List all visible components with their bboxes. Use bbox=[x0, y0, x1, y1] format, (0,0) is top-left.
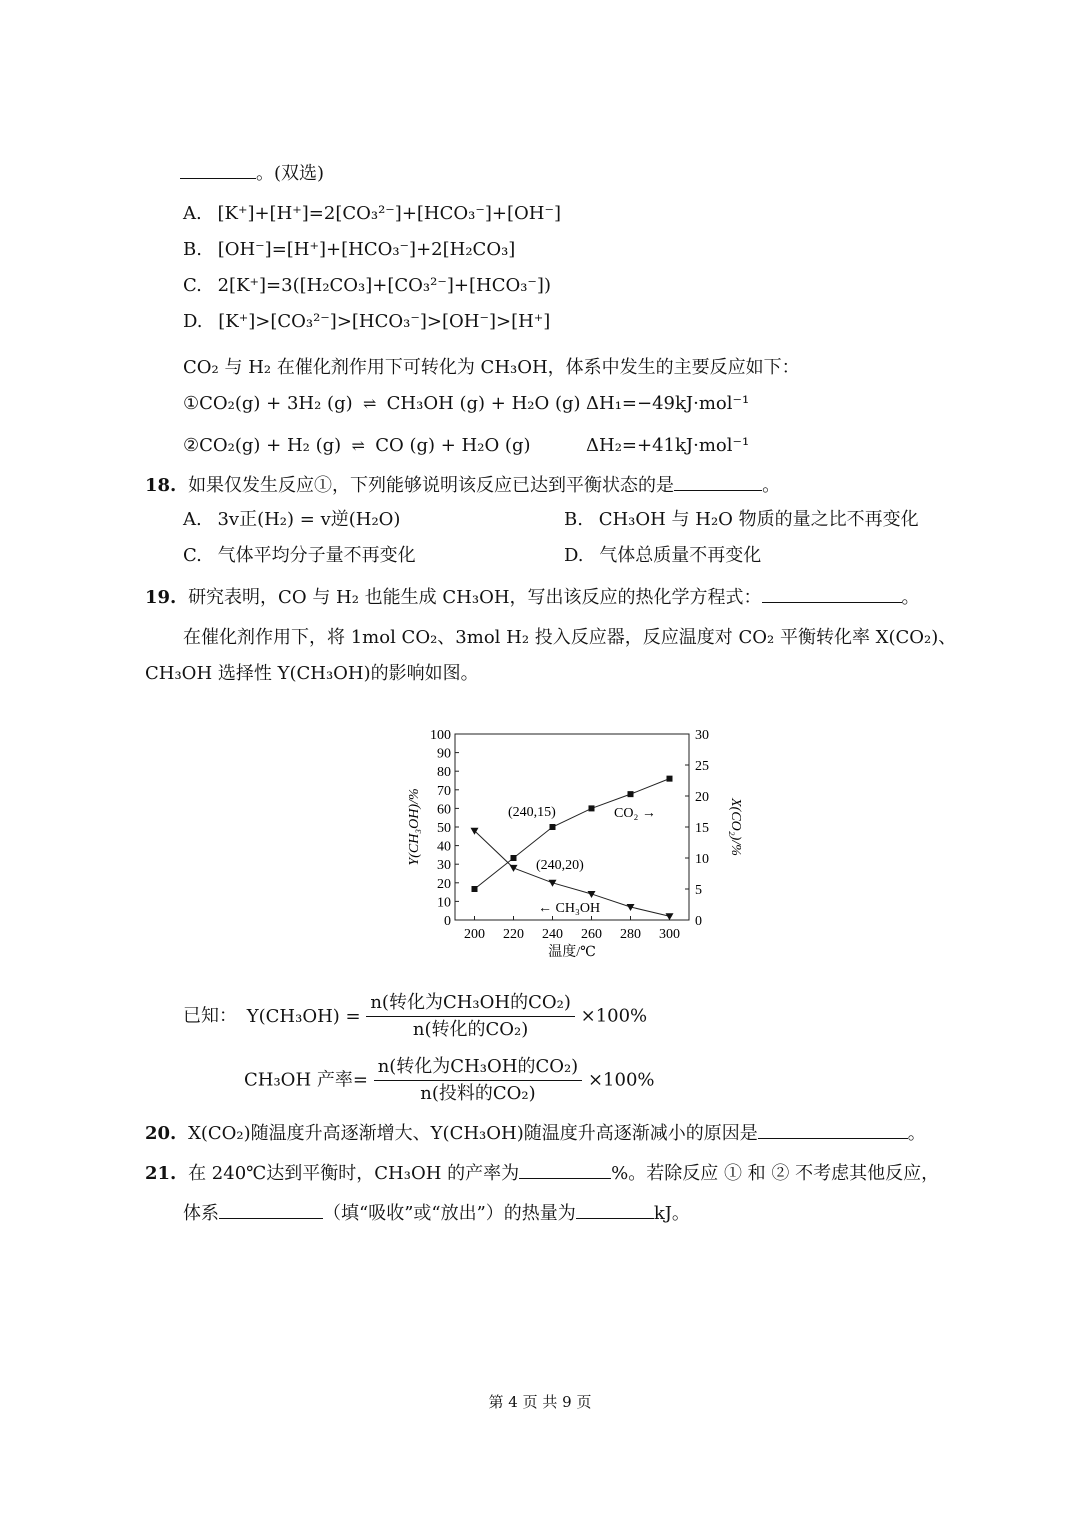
option-d bbox=[183, 310, 550, 334]
y-right-tick-label: 0 bbox=[695, 914, 702, 929]
question-21-line-2 bbox=[183, 1200, 690, 1226]
co2-point bbox=[472, 886, 478, 892]
co2-point bbox=[550, 824, 556, 830]
option-label: B. bbox=[564, 509, 583, 530]
reaction-2 bbox=[183, 434, 531, 458]
x-tick-label: 200 bbox=[464, 927, 485, 942]
fraction bbox=[374, 1054, 583, 1107]
option-label: C. bbox=[183, 545, 202, 566]
plot-frame bbox=[455, 734, 689, 920]
formula-times: ×100% bbox=[587, 1069, 655, 1091]
page-footer: 第 4 页 共 9 页 bbox=[488, 1393, 592, 1411]
equilibrium-arrow-icon: ⇌ bbox=[362, 394, 377, 413]
option-b bbox=[183, 238, 515, 262]
question-21-line-1 bbox=[145, 1160, 939, 1186]
known-formula-rate bbox=[244, 1054, 655, 1107]
y-right-tick-label: 25 bbox=[695, 759, 709, 774]
option-c bbox=[183, 274, 551, 298]
question-end: 。 bbox=[762, 475, 781, 496]
y-left-label: Y(CH₃OH)/% bbox=[407, 788, 422, 866]
ch3oh-point bbox=[666, 913, 674, 920]
known-formula-y bbox=[183, 990, 647, 1043]
option-label: D. bbox=[183, 311, 203, 332]
option-text: [K⁺]>[CO₃²⁻]>[HCO₃⁻]>[OH⁻]>[H⁺] bbox=[218, 311, 551, 332]
question-text: X(CO₂)随温度升高逐渐增大、Y(CH₃OH)随温度升高逐渐减小的原因是 bbox=[188, 1123, 758, 1144]
y-right-tick-label: 15 bbox=[695, 821, 709, 836]
answer-blank[interactable] bbox=[180, 160, 256, 179]
equilibrium-arrow-icon: ⇌ bbox=[351, 436, 365, 455]
x-axis-label: 温度/℃ bbox=[548, 945, 596, 960]
annotation-ch3oh-series: ← CH₃OH bbox=[538, 901, 601, 916]
option-text: 气体总质量不再变化 bbox=[599, 545, 762, 566]
y-left-tick-label: 0 bbox=[444, 914, 451, 929]
annotation-co2-series: CO₂ → bbox=[614, 806, 656, 821]
reaction-2-dh: ΔH₂=+41kJ·mol⁻¹ bbox=[586, 435, 750, 456]
q17-tail bbox=[180, 160, 324, 186]
option-text: 气体平均分子量不再变化 bbox=[217, 545, 416, 566]
y-left-tick-label: 30 bbox=[437, 858, 451, 874]
option-text: CH₃OH 与 H₂O 物质的量之比不再变化 bbox=[598, 509, 919, 530]
reaction-left: ②CO₂(g) + H₂ (g) bbox=[183, 435, 342, 456]
option-label: C. bbox=[183, 275, 202, 296]
y-left-tick-label: 90 bbox=[437, 746, 451, 762]
answer-blank[interactable] bbox=[758, 1120, 908, 1139]
fraction-denominator: n(转化的CO₂) bbox=[412, 1019, 529, 1040]
reaction-1 bbox=[183, 392, 581, 416]
answer-blank[interactable] bbox=[219, 1200, 323, 1219]
question-text: 如果仅发生反应①，下列能够说明该反应已达到平衡状态的是 bbox=[188, 475, 675, 496]
question-18 bbox=[145, 472, 780, 498]
x-tick-label: 240 bbox=[542, 927, 563, 942]
reaction-right: CO (g) + H₂O (g) bbox=[375, 435, 531, 456]
answer-blank[interactable] bbox=[576, 1200, 654, 1219]
question-end: 。 bbox=[907, 1123, 926, 1144]
question-text: （填“吸收”或“放出”）的热量为 bbox=[323, 1203, 576, 1224]
question-text: kJ。 bbox=[653, 1203, 690, 1224]
paragraph-line-1: 在催化剂作用下，将 1mol CO₂、3mol H₂ 投入反应器，反应温度对 CO₂ 平衡转化率 X(CO₂)、 bbox=[183, 627, 957, 648]
question-number: 20. bbox=[145, 1123, 177, 1144]
q17-suffix: 。(双选) bbox=[256, 163, 325, 184]
option-text: [K⁺]+[H⁺]=2[CO₃²⁻]+[HCO₃⁻]+[OH⁻] bbox=[217, 203, 561, 224]
y-left-tick-label: 20 bbox=[437, 876, 451, 892]
x-tick-label: 300 bbox=[659, 927, 680, 942]
question-text: 在 240℃达到平衡时，CH₃OH 的产率为 bbox=[188, 1163, 520, 1184]
question-number: 21. bbox=[145, 1163, 177, 1184]
y-left-tick-label: 80 bbox=[437, 765, 451, 781]
q18-option-d bbox=[564, 544, 761, 568]
question-text: 体系 bbox=[183, 1203, 219, 1224]
y-right-tick-label: 20 bbox=[695, 790, 709, 805]
annotation-co2-point: (240,15) bbox=[508, 805, 556, 820]
reaction-right: CH₃OH (g) + H₂O (g) bbox=[386, 393, 581, 414]
co2-point bbox=[667, 776, 673, 782]
ch3oh-point bbox=[510, 865, 518, 872]
option-text: [OH⁻]=[H⁺]+[HCO₃⁻]+2[H₂CO₃] bbox=[217, 239, 516, 260]
option-label: A. bbox=[183, 203, 202, 224]
option-text: 3v正(H₂) = v逆(H₂O) bbox=[217, 509, 401, 530]
intro-text: CO₂ 与 H₂ 在催化剂作用下可转化为 CH₃OH，体系中发生的主要反应如下： bbox=[183, 357, 800, 378]
x-tick-label: 220 bbox=[503, 927, 524, 942]
known-label: 已知： bbox=[183, 1005, 237, 1027]
option-text: 2[K⁺]=3([H₂CO₃]+[CO₃²⁻]+[HCO₃⁻]) bbox=[217, 275, 551, 296]
temperature-chart bbox=[400, 722, 743, 962]
q18-option-a bbox=[183, 508, 400, 532]
answer-blank[interactable] bbox=[762, 584, 902, 603]
fraction-numerator: n(转化为CH₃OH的CO₂) bbox=[374, 1054, 583, 1081]
formula-lhs: Y(CH₃OH) = bbox=[246, 1005, 361, 1027]
y-right-tick-label: 5 bbox=[695, 883, 702, 898]
q18-option-c bbox=[183, 544, 416, 568]
co2-point bbox=[628, 791, 634, 797]
option-label: A. bbox=[183, 509, 202, 530]
option-label: B. bbox=[183, 239, 202, 260]
x-tick-label: 280 bbox=[620, 927, 641, 942]
paragraph-line-2: CH₃OH 选择性 Y(CH₃OH)的影响如图。 bbox=[145, 663, 479, 684]
y-right-tick-label: 30 bbox=[695, 728, 709, 743]
y-left-tick-label: 40 bbox=[437, 839, 451, 855]
question-end: 。 bbox=[901, 587, 920, 608]
reaction-left: ①CO₂(g) + 3H₂ (g) bbox=[183, 393, 353, 414]
fraction-denominator: n(投料的CO₂) bbox=[420, 1083, 536, 1104]
y-right-tick-label: 10 bbox=[695, 852, 709, 867]
annotation-ch3oh-point: (240,20) bbox=[536, 858, 584, 873]
y-right-label: X(CO₂)/% bbox=[728, 798, 743, 856]
co2-point bbox=[589, 805, 595, 811]
question-20 bbox=[145, 1120, 926, 1146]
question-number: 18. bbox=[145, 475, 177, 496]
y-left-tick-label: 10 bbox=[437, 895, 451, 911]
answer-blank[interactable] bbox=[674, 472, 762, 491]
reaction-1-dh: ΔH₁=−49kJ·mol⁻¹ bbox=[586, 393, 750, 414]
question-text: %。若除反应 ① 和 ② 不考虑其他反应， bbox=[611, 1163, 940, 1184]
fraction bbox=[366, 990, 575, 1043]
question-text: 研究表明，CO 与 H₂ 也能生成 CH₃OH，写出该反应的热化学方程式： bbox=[188, 587, 762, 608]
fraction-numerator: n(转化为CH₃OH的CO₂) bbox=[366, 990, 575, 1017]
option-label: D. bbox=[564, 545, 584, 566]
answer-blank[interactable] bbox=[519, 1160, 611, 1179]
y-left-tick-label: 50 bbox=[437, 821, 451, 836]
question-19 bbox=[145, 584, 920, 610]
co2-point bbox=[511, 855, 517, 861]
y-left-tick-label: 100 bbox=[430, 728, 451, 743]
formula-times: ×100% bbox=[580, 1005, 648, 1027]
q18-option-b bbox=[564, 508, 919, 532]
x-tick-label: 260 bbox=[581, 927, 602, 942]
y-left-tick-label: 60 bbox=[437, 802, 451, 818]
formula-lhs: CH₃OH 产率= bbox=[244, 1069, 368, 1091]
option-a bbox=[183, 202, 561, 226]
question-number: 19. bbox=[145, 587, 177, 608]
y-left-tick-label: 70 bbox=[437, 783, 451, 799]
